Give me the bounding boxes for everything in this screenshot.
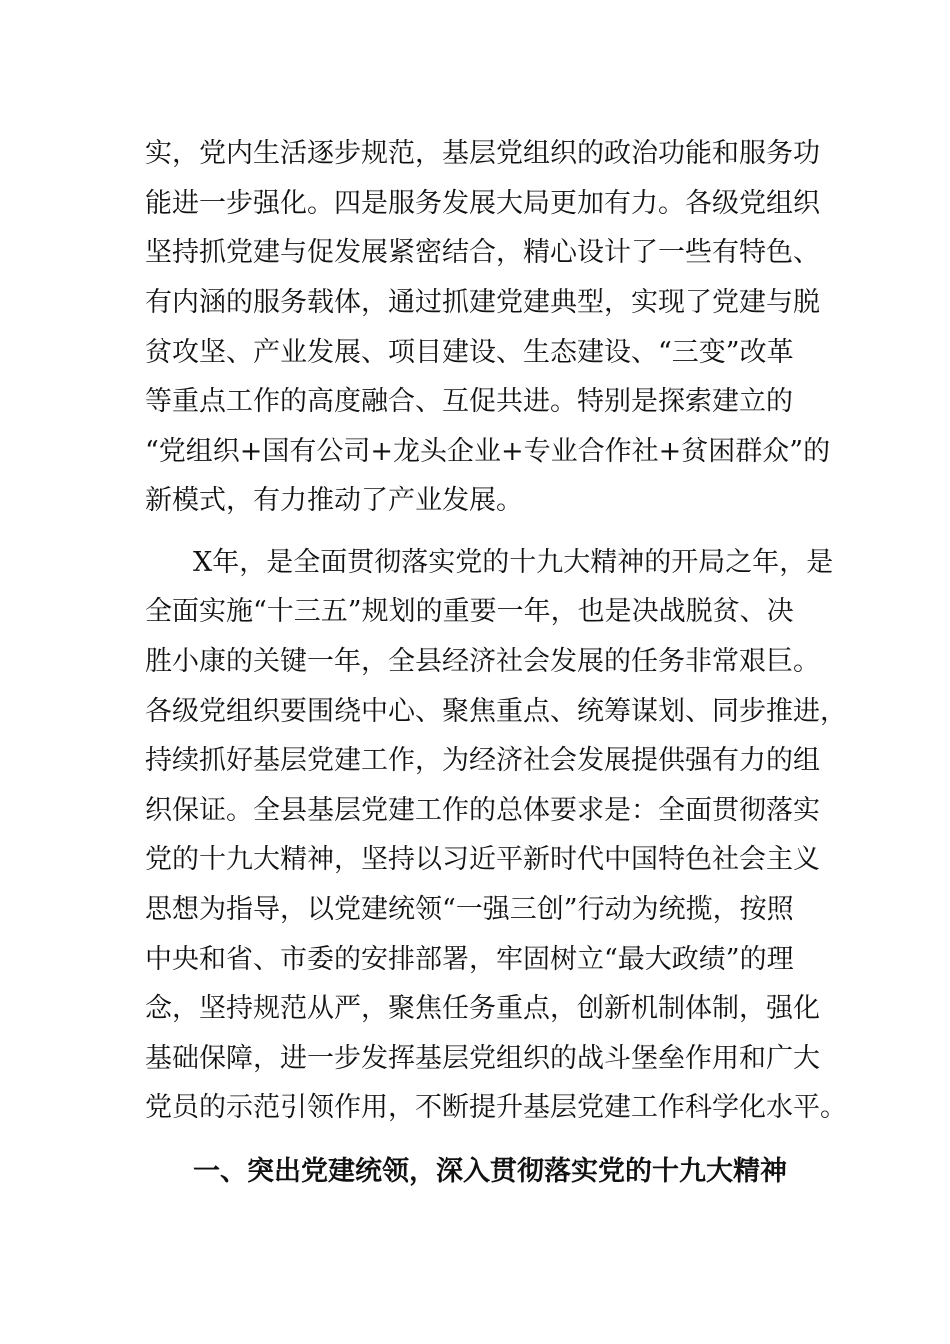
paragraph-2-line-6: 织保证。全县基层党建工作的总体要求是：全面贯彻落实 xyxy=(145,795,820,826)
section-heading: 一、突出党建统领，深入贯彻落实党的十九大精神 xyxy=(193,1156,787,1187)
paragraph-2-line-1: X年，是全面贯彻落实党的十九大精神的开局之年，是 xyxy=(193,547,834,578)
paragraph-1-line-7: “党组织+国有公司+龙头企业+专业合作社+贫困群众”的 xyxy=(145,436,831,467)
paragraph-2-line-2: 全面实施“十三五”规划的重要一年，也是决战脱贫、决 xyxy=(145,596,794,627)
paragraph-1-line-3: 坚持抓党建与促发展紧密结合，精心设计了一些有特色、 xyxy=(145,237,820,268)
paragraph-1-line-1: 实，党内生活逐步规范，基层党组织的政治功能和服务功 xyxy=(145,138,820,169)
paragraph-1-line-4: 有内涵的服务载体，通过抓建党建典型，实现了党建与脱 xyxy=(145,287,820,318)
paragraph-2-line-3: 胜小康的关键一年，全县经济社会发展的任务非常艰巨。 xyxy=(145,646,820,677)
paragraph-2-line-8: 思想为指导，以党建统领“一强三创”行动为统揽，按照 xyxy=(145,894,794,925)
paragraph-1-line-2: 能进一步强化。四是服务发展大局更加有力。各级党组织 xyxy=(145,188,820,219)
paragraph-1-line-6: 等重点工作的高度融合、互促共进。特别是探索建立的 xyxy=(145,386,793,417)
paragraph-1-line-5: 贫攻坚、产业发展、项目建设、生态建设、“三变”改革 xyxy=(145,337,794,368)
paragraph-2-line-9: 中央和省、市委的安排部署，牢固树立“最大政绩”的理 xyxy=(145,944,794,975)
paragraph-1-line-8: 新模式，有力推动了产业发展。 xyxy=(145,485,523,516)
paragraph-2-line-4: 各级党组织要围绕中心、聚焦重点、统筹谋划、同步推进， xyxy=(145,696,847,727)
paragraph-2-line-10: 念，坚持规范从严，聚焦任务重点，创新机制体制，强化 xyxy=(145,993,820,1024)
paragraph-2-line-11: 基础保障，进一步发挥基层党组织的战斗堡垒作用和广大 xyxy=(145,1043,820,1074)
paragraph-2-line-7: 党的十九大精神，坚持以习近平新时代中国特色社会主义 xyxy=(145,844,820,875)
paragraph-2-line-12: 党员的示范引领作用，不断提升基层党建工作科学化水平。 xyxy=(145,1092,847,1123)
paragraph-2-line-5: 持续抓好基层党建工作，为经济社会发展提供强有力的组 xyxy=(145,745,820,776)
